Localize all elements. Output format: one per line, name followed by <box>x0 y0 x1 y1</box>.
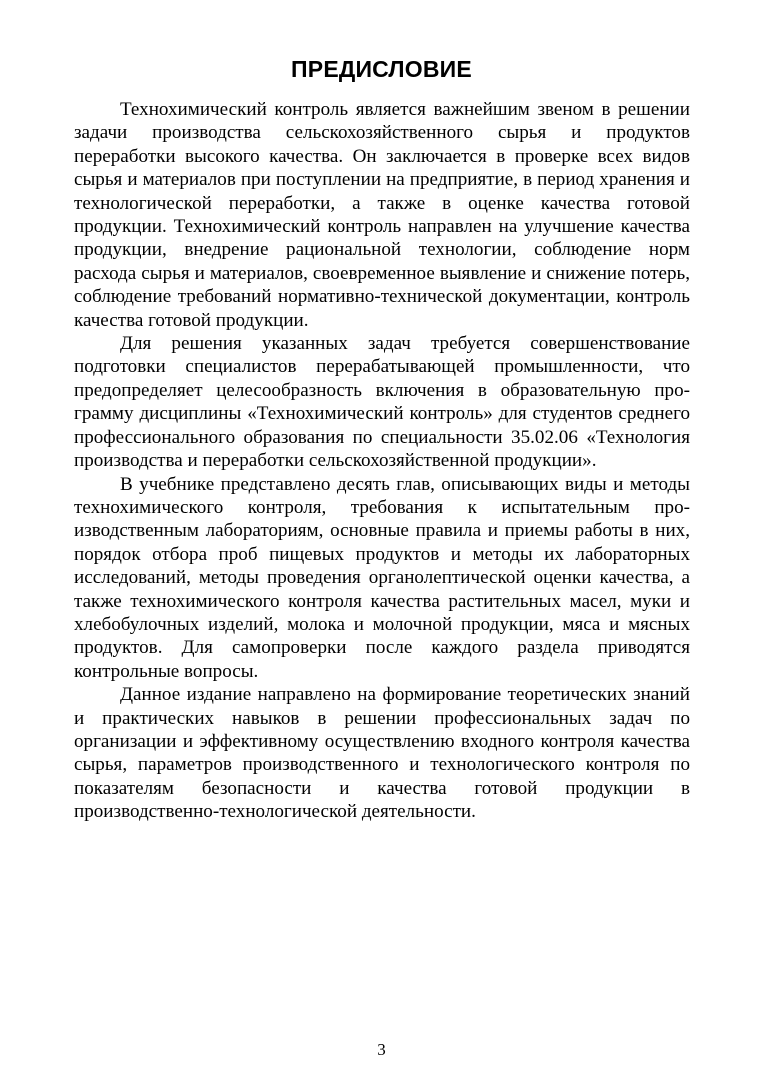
paragraph-1: Технохимический контроль является важнейшим звеном в решении задачи производства сельскохозяйственного сырья и продуктов переработки высокого качества. Он заключается в проверке всех видов сырья и материалов при поступлении на предприятие, в период хранения и технологической переработки, а также в оценке качества готовой продукции. Технохимический контроль направлен на улучшение качества продукции, внедрение рациональной технологии, соблюдение норм расхода сырья и материалов, своевременное выявление и снижение потерь, соблюдение требований нормативно-технической документации, контроль качества готовой продукции. <box>74 99 690 331</box>
page-title: ПРЕДИСЛОВИЕ <box>291 56 472 82</box>
preface-body <box>74 98 690 824</box>
paragraph-3: В учебнике представлено десять глав, описывающих виды и методы технохимического контроля, требования к испытательным производственным лабораториям, основные правила и приемы работы в них, порядок отбора проб пищевых продуктов и методы их лабораторных исследований, методы проведения органолептической оценки качества, а также технохимического контроля качества растительных масел, муки и хлебобулочных изделий, молока и молочной продукции, мяса и мясных продуктов. Для самопроверки после каждого раздела приводятся контрольные вопросы. <box>74 473 690 682</box>
paragraph-2: Для решения указанных задач требуется совершенствование подготовки специалистов перерабатывающей промышленности, что предопределяет целесообразность включения в образовательную программу дисциплины «Технохимический контроль» для студентов среднего профессионального образования по специальности 35.02.06 «Технология производства и переработки сельскохозяйственной продукции». <box>74 333 690 472</box>
paragraph-4: Данное издание направлено на формирование теоретических знаний и практических навыков в решении профессиональных задач по организации и эффективному осуществлению входного контроля качества сырья, параметров производственного и технологического контроля по показателям безопасности и качества готовой продукции в производственно-технологической деятельности. <box>74 684 690 823</box>
page-number: 3 <box>377 1040 386 1059</box>
